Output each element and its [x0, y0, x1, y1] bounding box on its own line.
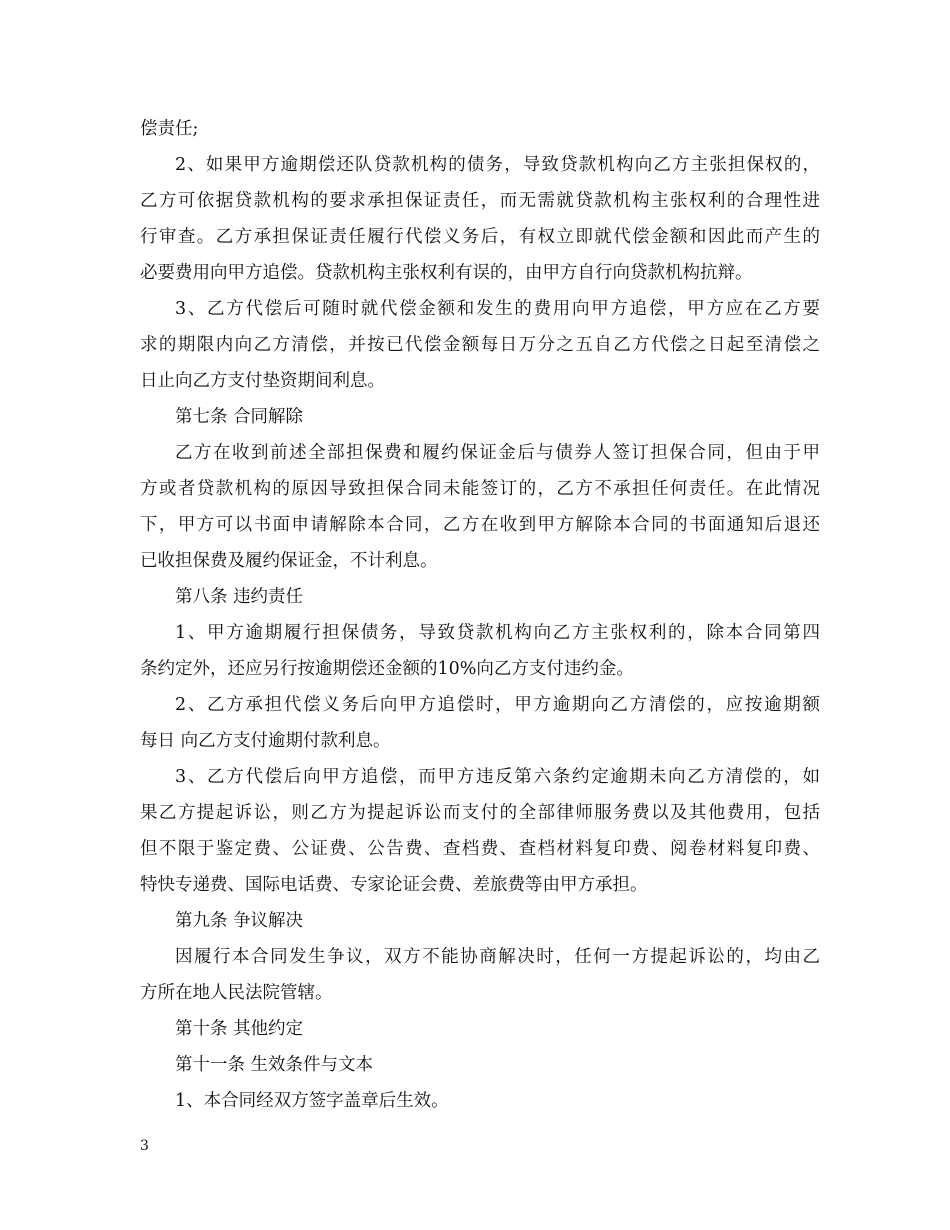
text-line: 第八条 违约责任 [175, 587, 304, 607]
text-line: 3、乙方代偿后可随时就代偿金额和发生的费用向甲方追偿，甲方应在乙方要 [175, 299, 820, 319]
text-line: 1、甲方逾期履行担保债务，导致贷款机构向乙方主张权利的，除本合同第四 [175, 623, 820, 643]
text-line: 乙方可依据贷款机构的要求承担保证责任，而无需就贷款机构主张权利的合理性进 [140, 191, 820, 211]
text-line: 但不限于鉴定费、公证费、公告费、查档费、查档材料复印费、阅卷材料复印费、 [140, 839, 820, 859]
text-line: 果乙方提起诉讼，则乙方为提起诉讼而支付的全部律师服务费以及其他费用，包括 [140, 803, 820, 823]
text-line: 2、如果甲方逾期偿还队贷款机构的债务，导致贷款机构向乙方主张担保权的， [175, 155, 820, 175]
text-line: 特快专递费、国际电话费、专家论证会费、差旅费等由甲方承担。 [140, 875, 648, 895]
text-line: 第七条 合同解除 [175, 407, 304, 427]
text-line: 第十一条 生效条件与文本 [175, 1055, 374, 1075]
text-line: 方或者贷款机构的原因导致担保合同未能签订的，乙方不承担任何责任。在此情况 [140, 479, 820, 499]
text-line: 已收担保费及履约保证金，不计利息。 [140, 551, 438, 571]
text-line: 日止向乙方支付垫资期间利息。 [140, 371, 385, 391]
text-line: 1、本合同经双方签字盖章后生效。 [175, 1091, 449, 1111]
text-line: 行审查。乙方承担保证责任履行代偿义务后，有权立即就代偿金额和因此而产生的 [140, 227, 820, 247]
text-line: 方所在地人民法院管辖。 [140, 983, 333, 1003]
text-line: 偿责任; [140, 119, 199, 139]
text-line: 3、乙方代偿后向甲方追偿，而甲方违反第六条约定逾期未向乙方清偿的，如 [175, 767, 820, 787]
text-line: 2、乙方承担代偿义务后向甲方追偿时，甲方逾期向乙方清偿的，应按逾期额 [175, 695, 820, 715]
text-line: 因履行本合同发生争议，双方不能协商解决时，任何一方提起诉讼的，均由乙 [175, 947, 820, 967]
text-line: 第十条 其他约定 [175, 1019, 304, 1039]
text-line: 每日 向乙方支付逾期付款利息。 [140, 731, 391, 751]
contract-body [140, 111, 820, 1119]
text-line: 条约定外，还应另行按逾期偿还金额的10%向乙方支付违约金。 [140, 659, 634, 679]
text-line: 求的期限内向乙方清偿，并按已代偿金额每日万分之五自乙方代偿之日起至清偿之 [140, 335, 820, 355]
page-number: 3 [140, 1138, 149, 1154]
text-line: 第九条 争议解决 [175, 911, 304, 931]
text-line: 必要费用向甲方追偿。贷款机构主张权利有误的，由甲方自行向贷款机构抗辩。 [140, 263, 753, 283]
text-line: 乙方在收到前述全部担保费和履约保证金后与债券人签订担保合同，但由于甲 [175, 443, 820, 463]
text-line: 下，甲方可以书面申请解除本合同，乙方在收到甲方解除本合同的书面通知后退还 [140, 515, 820, 535]
